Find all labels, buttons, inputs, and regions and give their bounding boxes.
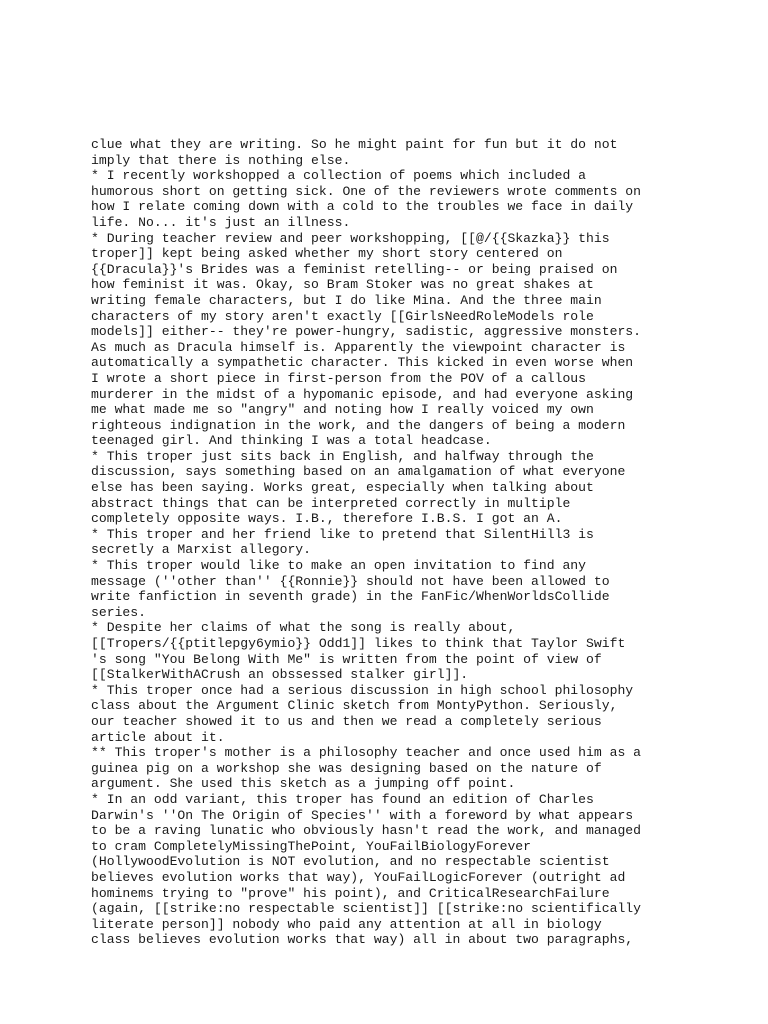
text-line: * This troper once had a serious discussion in high school philosophy <box>91 682 634 698</box>
text-line: * I recently workshopped a collection of poems which included a <box>91 168 587 184</box>
text-line: [[StalkerWithACrush an obssessed stalker girl]]. <box>91 667 469 683</box>
text-line: troper]] kept being asked whether my short story centered on <box>91 246 563 262</box>
text-line: (again, [[strike:no respectable scientist]] [[strike:no scientifically <box>91 901 642 917</box>
text-line: literate person]] nobody who paid any attention at all in biology <box>91 916 602 932</box>
text-line: [[Tropers/{{ptitlepgy6ymio}} Odd1]] likes to think that Taylor Swift <box>91 636 626 651</box>
text-line: * During teacher review and peer workshopping, [[@/{{Skazka}} this <box>91 230 610 246</box>
text-line: imply that there is nothing else. <box>91 152 351 168</box>
text-line: writing female characters, but I do like Mina. And the three main <box>91 292 602 308</box>
text-line: life. No... it's just an illness. <box>91 214 351 230</box>
text-line: write fanfiction in seventh grade) in the FanFic/WhenWorldsCollide <box>91 589 610 605</box>
text-line: murderer in the midst of a hypomanic episode, and had everyone asking <box>91 386 634 402</box>
text-line: ** This troper's mother is a philosophy teacher and once used him as a <box>91 745 642 761</box>
text-line: righteous indignation in the work, and the dangers of being a modern <box>91 417 626 433</box>
text-line: * This troper would like to make an open invitation to find any <box>91 558 587 574</box>
text-line: to be a raving lunatic who obviously hasn't read the work, and managed <box>91 823 642 839</box>
text-line: teenaged girl. And thinking I was a total headcase. <box>91 433 492 449</box>
text-line: As much as Dracula himself is. Apparently the viewpoint character is <box>91 339 626 355</box>
document-text <box>91 137 691 948</box>
text-line: else has been saying. Works great, especially when talking about <box>91 480 594 496</box>
text-line: guinea pig on a workshop she was designing based on the nature of <box>91 760 602 776</box>
text-line: characters of my story aren't exactly [[GirlsNeedRoleModels role <box>91 308 594 324</box>
text-line: argument. She used this sketch as a jumping off point. <box>91 776 516 792</box>
text-line: {{Dracula}}'s Brides was a feminist retelling-- or being praised on <box>91 261 618 277</box>
text-line: I wrote a short piece in first-person from the POV of a callous <box>91 370 587 386</box>
text-line: humorous short on getting sick. One of the reviewers wrote comments on <box>91 183 642 199</box>
text-line: series. <box>91 604 147 620</box>
text-line: (HollywoodEvolution is NOT evolution, and no respectable scientist <box>91 854 610 870</box>
text-line: class about the Argument Clinic sketch from MontyPython. Seriously, <box>91 698 618 714</box>
text-line: article about it. <box>91 729 225 745</box>
text-line: * This troper and her friend like to pretend that SilentHill3 is <box>91 526 594 542</box>
text-line: message (''other than'' {{Ronnie}} should not have been allowed to <box>91 573 610 589</box>
text-line: class believes evolution works that way) all in about two paragraphs, <box>91 932 634 948</box>
text-line: me what made me so "angry" and noting how I really voiced my own <box>91 402 594 418</box>
text-line: discussion, says something based on an amalgamation of what everyone <box>91 464 626 480</box>
text-line: hominems trying to "prove" his point), and CriticalResearchFailure <box>91 885 610 901</box>
text-line: our teacher showed it to us and then we read a completely serious <box>91 713 602 729</box>
text-line: abstract things that can be interpreted correctly in multiple <box>91 495 571 511</box>
text-line: Darwin's ''On The Origin of Species'' with a foreword by what appears <box>91 807 634 823</box>
text-line: completely opposite ways. I.B., therefore I.B.S. I got an A. <box>91 511 563 527</box>
text-line: models]] either-- they're power-hungry, sadistic, aggressive monsters. <box>91 324 642 340</box>
text-line: believes evolution works that way), YouFailLogicForever (outright ad <box>91 869 626 885</box>
text-line: how feminist it was. Okay, so Bram Stoker was no great shakes at <box>91 277 594 293</box>
text-line: * Despite her claims of what the song is really about, <box>91 620 516 636</box>
text-line: how I relate coming down with a cold to the troubles we face in daily <box>91 199 634 215</box>
text-line: secretly a Marxist allegory. <box>91 542 312 558</box>
text-line: 's song "You Belong With Me" is written from the point of view of <box>91 651 602 667</box>
text-line: * This troper just sits back in English, and halfway through the <box>91 448 594 464</box>
text-line: to cram CompletelyMissingThePoint, YouFailBiologyForever <box>91 838 532 854</box>
text-line: * In an odd variant, this troper has found an edition of Charles <box>91 791 594 807</box>
text-line: automatically a sympathetic character. This kicked in even worse when <box>91 355 634 371</box>
text-line: clue what they are writing. So he might paint for fun but it do not <box>91 137 618 152</box>
